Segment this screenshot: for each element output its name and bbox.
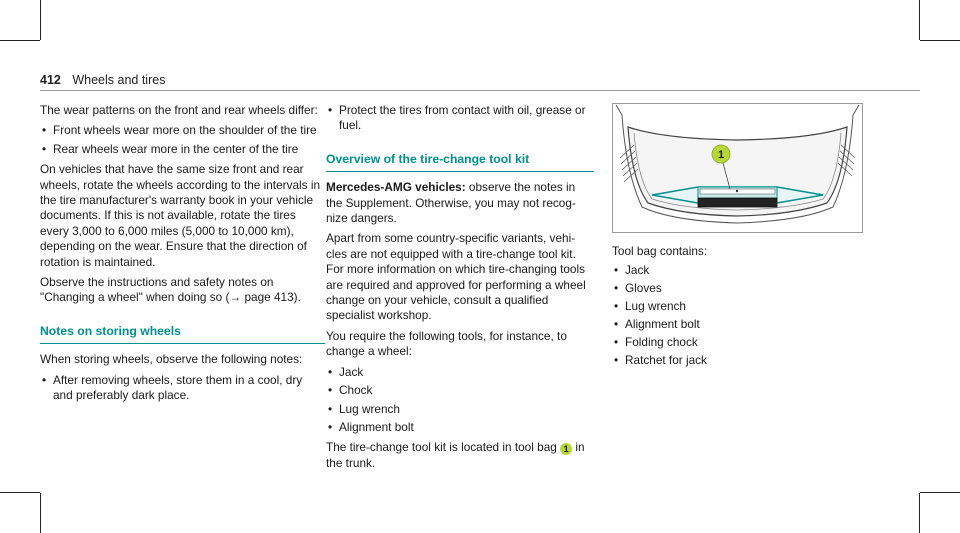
list-item: • Protect the tires from contact with oil, grease or fuel. bbox=[326, 103, 594, 134]
column-2 bbox=[326, 103, 594, 476]
list-item: • Jack bbox=[326, 365, 594, 380]
list-item: • Alignment bolt bbox=[326, 420, 594, 435]
list-item: • Chock bbox=[326, 383, 594, 398]
wear-list bbox=[40, 123, 325, 157]
crop-mark bbox=[919, 493, 920, 533]
trunk-illustration bbox=[612, 103, 863, 233]
storing-intro: When storing wheels, observe the following notes: bbox=[40, 352, 303, 367]
crop-mark bbox=[0, 492, 40, 493]
list-item: • Front wheels wear more on the shoulder of the tire bbox=[40, 123, 325, 138]
tool-kit-heading: Overview of the tire-change tool kit bbox=[326, 152, 594, 172]
list-item: • Folding chock bbox=[612, 335, 707, 350]
list-item: • Lug wrench bbox=[326, 402, 594, 417]
list-item: • Lug wrench bbox=[612, 299, 707, 314]
location-paragraph bbox=[326, 440, 594, 471]
page-header bbox=[40, 73, 165, 87]
column-1 bbox=[40, 103, 325, 409]
tools-intro: You require the following tools, for instance, to change a wheel: bbox=[326, 328, 567, 359]
list-item: • After removing wheels, store them in a cool, dry and preferably dark place. bbox=[40, 373, 325, 404]
crop-mark bbox=[919, 0, 920, 40]
tools-list bbox=[326, 365, 594, 436]
storing-list bbox=[40, 373, 325, 404]
crop-mark bbox=[920, 492, 960, 493]
page-number: 412 bbox=[40, 73, 61, 87]
callout-marker: 1 bbox=[560, 443, 572, 455]
list-item: • Rear wheels wear more in the center of the tire bbox=[40, 142, 325, 157]
figure-callout-number: 1 bbox=[717, 149, 725, 161]
location-text-end: in the trunk. bbox=[326, 440, 585, 470]
amg-label: Mercedes-AMG vehicles: bbox=[326, 180, 466, 195]
trunk-drawing bbox=[612, 103, 863, 233]
tool-bag-list bbox=[612, 263, 707, 368]
crop-mark bbox=[40, 0, 41, 40]
storing-wheels-heading: Notes on storing wheels bbox=[40, 324, 325, 344]
tool-bag-contents bbox=[612, 244, 707, 371]
header-divider bbox=[40, 90, 920, 91]
list-item: • Gloves bbox=[612, 281, 707, 296]
amg-text: observe the notes in the Supplement. Otherwise, you may not recog- nize dangers. bbox=[326, 180, 576, 226]
section-title: Wheels and tires bbox=[72, 73, 166, 87]
storing-list-continued bbox=[326, 103, 594, 134]
list-item: • Jack bbox=[612, 263, 707, 278]
rotation-paragraph: On vehicles that have the same size front and rear wheels, rotate the wheels according to the intervals in the tire manufacturer's warranty book in your vehicle documents. If this is not available, rotate the tires every 3,000 to 6,000 miles (5,000 to 10,000 km), depending on the wear. Ensure that the direction of rotation is maintained. bbox=[40, 162, 321, 269]
crop-mark bbox=[920, 40, 960, 41]
crop-mark bbox=[0, 40, 40, 41]
tool-bag-caption: Tool bag contains: bbox=[612, 244, 708, 258]
wear-intro: The wear patterns on the front and rear wheels differ: bbox=[40, 103, 318, 117]
crop-mark bbox=[40, 493, 41, 533]
variants-paragraph: Apart from some country-specific variants, vehi- cles are not equipped with a tire-change tool kit. For more information on which tire-changing tools are required and approved for performing a wheel change on your vehicle, consult a qualified specialist workshop. bbox=[326, 231, 586, 323]
location-text: The tire-change tool kit is located in tool bag bbox=[326, 440, 561, 455]
list-item: • Alignment bolt bbox=[612, 317, 707, 332]
observe-paragraph: Observe the instructions and safety notes on "Changing a wheel" when doing so (→ page 413). bbox=[40, 275, 301, 305]
list-item: • Ratchet for jack bbox=[612, 353, 707, 368]
amg-note bbox=[326, 180, 594, 226]
